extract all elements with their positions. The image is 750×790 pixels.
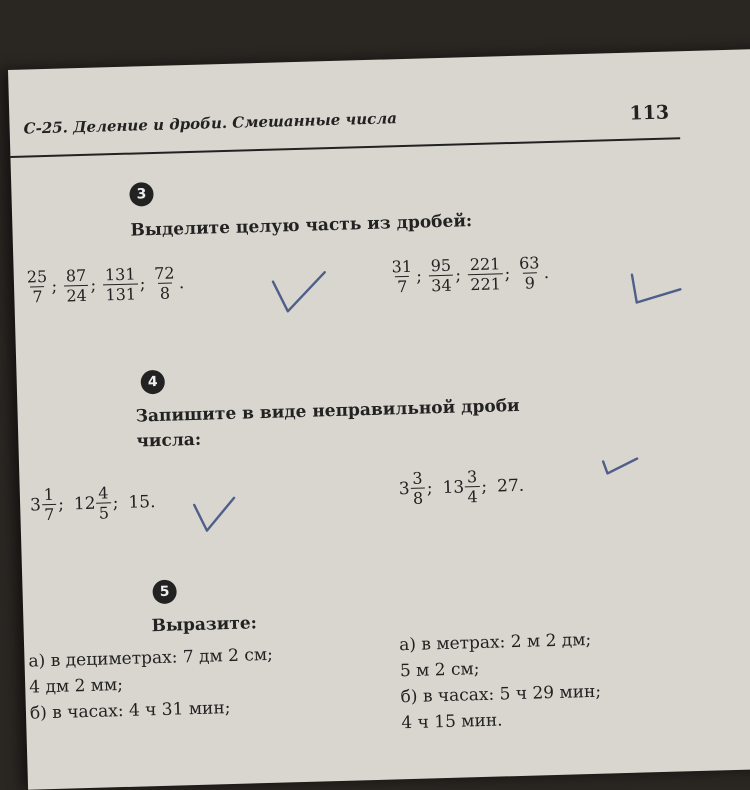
fraction: $\frac{1}{7}$: [43, 484, 55, 525]
exercise-5-right-item: б) в часах: 5 ч 29 мин;: [400, 681, 602, 708]
exercise-3-left-fractions: $\frac{25}{7}$ ; $\frac{87}{24}$ ; $\frac{131}{131}$ ; $\frac{72}{8}$ .: [26, 263, 185, 307]
page-number: 113: [629, 101, 670, 125]
exercise-4-number: 4: [140, 370, 165, 395]
checkmark-icon: [190, 492, 241, 535]
fraction: $\frac{25}{7}$: [26, 266, 48, 307]
exercise-4-instruction-line1: Запишите в виде неправильной дроби: [135, 395, 520, 427]
exercise-4-left-numbers: 3 $\frac{1}{7}$ ; 12 $\frac{4}{5}$ ; 15.: [29, 483, 156, 525]
header-divider: [10, 137, 680, 158]
exercise-5-right-item: 4 ч 15 мин.: [401, 710, 503, 734]
exercise-5-right-item: а) в метрах: 2 м 2 дм;: [398, 629, 592, 656]
exercise-5-left-item: 4 дм 2 мм;: [28, 675, 124, 698]
section-title: С-25. Деление и дроби. Смешанные числа: [23, 109, 398, 138]
exercise-3-instruction: Выделите целую часть из дробей:: [130, 211, 473, 241]
checkmark-icon: [626, 269, 687, 311]
exercise-5-left-item: б) в часах: 4 ч 31 мин;: [29, 698, 231, 724]
exercise-5-right-item: 5 м 2 см;: [399, 659, 480, 682]
exercise-5-number: 5: [152, 579, 177, 604]
fraction: $\frac{4}{5}$: [97, 483, 110, 523]
fraction: $\frac{72}{8}$: [153, 263, 175, 303]
fraction: $\frac{87}{24}$: [65, 265, 88, 306]
exercise-5-left-item: а) в дециметрах: 7 дм 2 см;: [28, 644, 274, 672]
fraction: $\frac{31}{7}$: [391, 256, 413, 297]
exercise-3-right-fractions: $\frac{31}{7}$ ; $\frac{95}{34}$ ; $\frac{221}{221}$ ; $\frac{63}{9}$ .: [391, 253, 550, 297]
exercise-5-instruction: Выразите:: [151, 613, 258, 637]
fraction: $\frac{131}{131}$: [104, 264, 137, 305]
fraction: $\frac{3}{4}$: [466, 467, 478, 507]
fraction: $\frac{63}{9}$: [518, 253, 540, 293]
fraction: $\frac{221}{221}$: [469, 254, 502, 295]
exercise-4-instruction-line2: числа:: [136, 429, 202, 452]
fraction: $\frac{3}{8}$: [412, 468, 424, 508]
checkmark-icon: [269, 266, 330, 318]
checkmark-icon: [599, 452, 644, 479]
exercise-4-right-numbers: 3 $\frac{3}{8}$ ; 13 $\frac{3}{4}$ ; 27.: [398, 467, 525, 508]
fraction: $\frac{95}{34}$: [430, 255, 452, 296]
exercise-3-number: 3: [129, 182, 154, 207]
textbook-page: [8, 49, 750, 790]
